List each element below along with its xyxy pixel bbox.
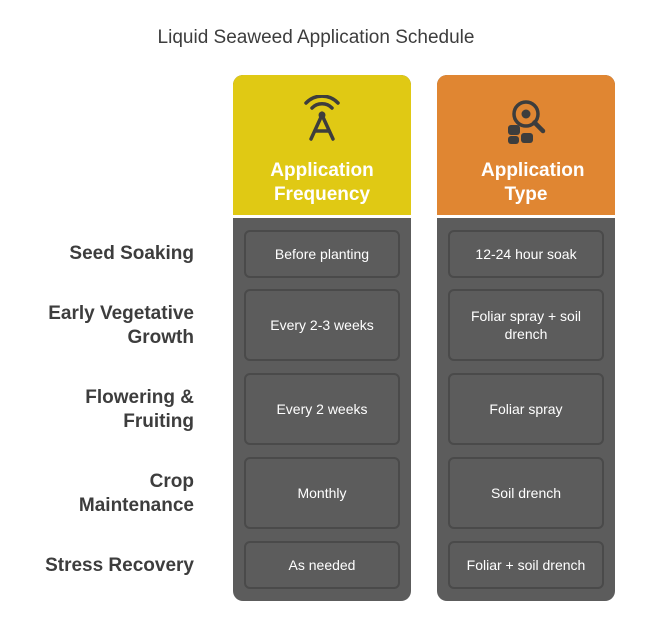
diagram-title: Liquid Seaweed Application Schedule bbox=[157, 27, 475, 48]
column-application-frequency bbox=[233, 75, 411, 601]
cell-type: Foliar spray + soil drench bbox=[448, 289, 604, 361]
cell-type: Soil drench bbox=[448, 457, 604, 529]
cell-frequency: Monthly bbox=[244, 457, 400, 529]
row-label: Flowering & Fruiting bbox=[85, 387, 194, 432]
cell-type: Foliar + soil drench bbox=[448, 541, 604, 589]
cell-frequency: Before planting bbox=[244, 230, 400, 278]
row-label: Early Vegetative Growth bbox=[48, 303, 194, 348]
cell-frequency: Every 2-3 weeks bbox=[244, 289, 400, 361]
column-label-frequency: Application Frequency bbox=[270, 160, 374, 205]
cell-type: 12-24 hour soak bbox=[448, 230, 604, 278]
magnifier-search-icon bbox=[501, 95, 551, 145]
column-label-type: Application Type bbox=[481, 160, 585, 205]
cell-frequency: Every 2 weeks bbox=[244, 373, 400, 445]
row-label: Stress Recovery bbox=[45, 555, 194, 576]
cell-frequency: As needed bbox=[244, 541, 400, 589]
row-label: Crop Maintenance bbox=[78, 471, 194, 516]
signal-antenna-icon bbox=[297, 95, 347, 145]
column-header-frequency bbox=[233, 75, 411, 215]
column-header-type bbox=[437, 75, 615, 215]
column-application-type bbox=[437, 75, 615, 601]
row-label: Seed Soaking bbox=[69, 243, 194, 264]
cell-type: Foliar spray bbox=[448, 373, 604, 445]
